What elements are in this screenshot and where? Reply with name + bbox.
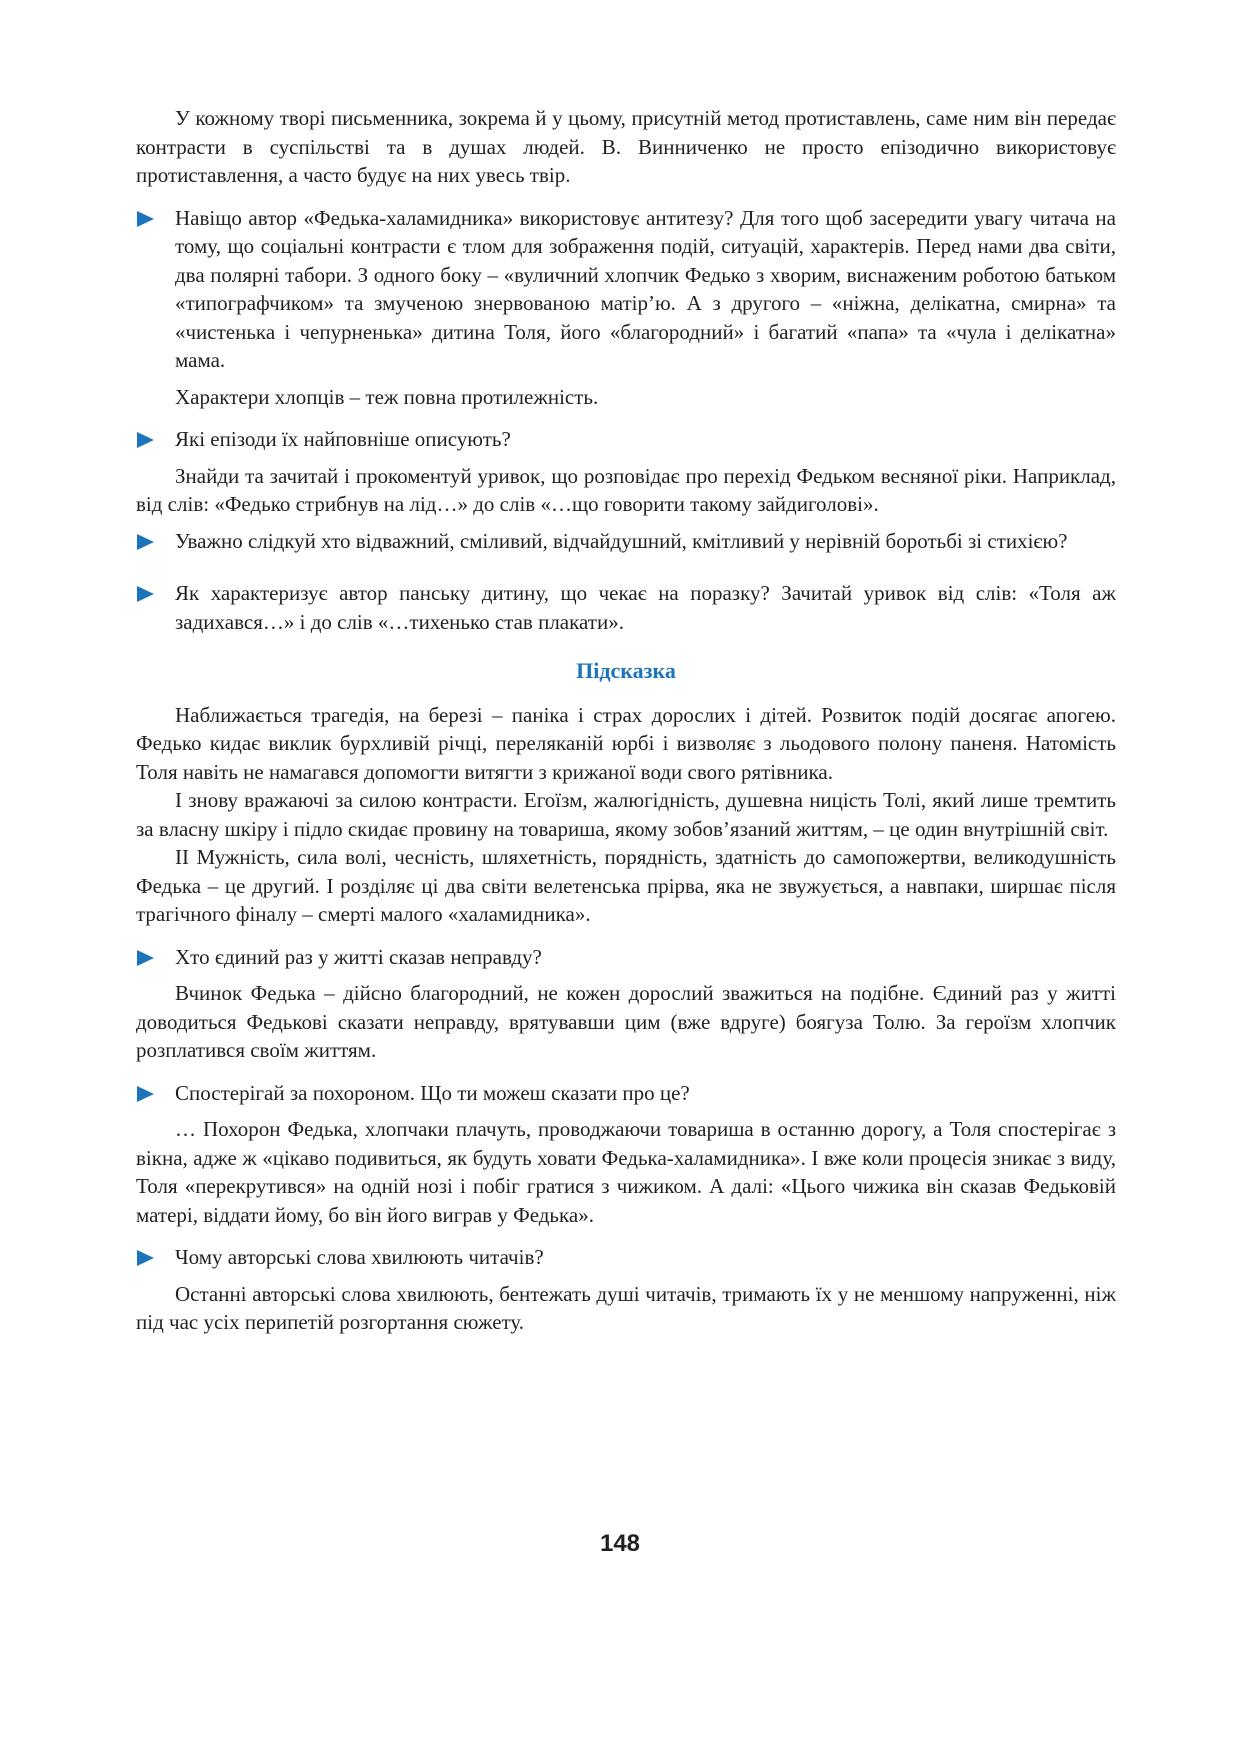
page-content [136, 104, 1116, 1337]
deed-paragraph: Вчинок Федька – дійсно благородний, не кожен дорослий зважиться на подібне. Єдиний раз у житті доводиться Федькові сказати неправду, врятувавши цим (вже вдруге) боягуза Толю. За героїзм хлопчик розплатився своїм життям. [136, 981, 1116, 1062]
question-untruth [136, 943, 1116, 972]
question-text: Уважно слідкуй хто відважний, сміливий, відчайдушний, кмітливий у нерівній боротьбі зі стихією? [175, 528, 1068, 553]
triangle-right-icon [137, 211, 154, 227]
triangle-right-icon [137, 950, 154, 966]
question-text: Які епізоди їх найповніше описують? [175, 427, 511, 451]
characters-paragraph: Характери хлопців – теж повна протилежність. [175, 384, 599, 409]
hint-paragraph-1: Наближається трагедія, на березі – паніка і страх дорослих і дітей. Розвиток подій досягає апогею. Федько кидає виклик бурхливій річці, переляканій юрбі і визволяє з льодового полону паненя. Натомість Толя навіть не намагався допомогти витягти з крижаної води свого рятівника. [136, 702, 1116, 784]
question-author-words [136, 1243, 1116, 1272]
intro-paragraph: У кожному творі письменника, зокрема й у цьому, присутній метод протиставлень, саме ним він передає контрасти в суспільстві та в душах людей. В. Винниченко не просто епізодично використовує протиставлення, а часто будує на них увесь твір. [136, 106, 1116, 187]
triangle-right-icon [137, 432, 154, 448]
triangle-right-icon [137, 586, 154, 602]
question-text: Навіщо автор «Федька-халамидника» використовує антитезу? Для того щоб засередити увагу читача на тому, що соціальні контрасти є тлом для зображення подій, ситуацій, характерів. Перед нами два світи, два полярні табори. З одного боку – «вуличний хлопчик Федько з хворим, виснаженим роботою батьком «типографчиком» та змученою знервованою матір’ю. А з другого – «ніжна, делікатна, смирна» та «чистенька і чепурненька» дитина Толя, його «благородний» і багатий «папа» та «чула і делікатна» мама. [175, 205, 1116, 372]
page-number: 148 [599, 1530, 641, 1557]
question-lordly-child [136, 579, 1116, 636]
question-text: Спостерігай за похороном. Що ти можеш сказати про це? [175, 1080, 690, 1105]
funeral-paragraph: … Похорон Федька, хлопчаки плачуть, проводжаючи товариша в останню дорогу, а Толя спостерігає з вікна, адже ж «цікаво подивиться, як будуть ховати Федька-халамидника». І вже коли процесія зникає з виду, Толя «перекрутився» на одній нозі і побіг гратися з чижиком. А далі: «Цього чижика він сказав Федьковій матері, віддати йому, бо він його виграв у Федька». [136, 1117, 1116, 1227]
question-funeral [136, 1079, 1116, 1108]
hint-paragraph-2: І знову вражаючі за силою контрасти. Егоїзм, жалюгідність, душевна ницість Толі, який лише тремтить за власну шкіру і підло скидає провину на товариша, якому зобов’язаний життям, – це один внутрішній світ. [136, 788, 1116, 841]
last-paragraph: Останні авторські слова хвилюють, бентежать душі читачів, тримають їх у не меншому напруженні, ніж під час усіх перипетій розгортання сюжету. [136, 1281, 1116, 1334]
hint-paragraph-3: ІІ Мужність, сила волі, чесність, шляхетність, порядність, здатність до самопожертви, великодушність Федька – це другий. І розділяє ці два світи велетенська прірва, яка не звужується, а навпаки, ширшає після трагічного фіналу – смерті малого «халамидника». [136, 845, 1116, 926]
question-episodes [136, 425, 1116, 454]
hint-heading: Підсказка [576, 658, 676, 683]
find-passage-paragraph: Знайди та зачитай і прокоментуй уривок, що розповідає про перехід Федьком весняної ріки. Наприклад, від слів: «Федько стрибнув на лід…» до слів «…що говорити такому зайдиголові». [136, 463, 1116, 516]
triangle-right-icon [137, 534, 154, 550]
question-brave [136, 527, 1116, 556]
question-text: Хто єдиний раз у житті сказав неправду? [175, 944, 542, 969]
question-text: Як характеризує автор панську дитину, що чекає на поразку? Зачитай уривок від слів: «Толя аж задихався…» і до слів «…тихенько став плакати». [175, 581, 1116, 634]
question-text: Чому авторські слова хвилюють читачів? [175, 1245, 544, 1269]
question-antithesis [136, 204, 1116, 375]
triangle-right-icon [137, 1250, 154, 1266]
triangle-right-icon [137, 1086, 154, 1102]
